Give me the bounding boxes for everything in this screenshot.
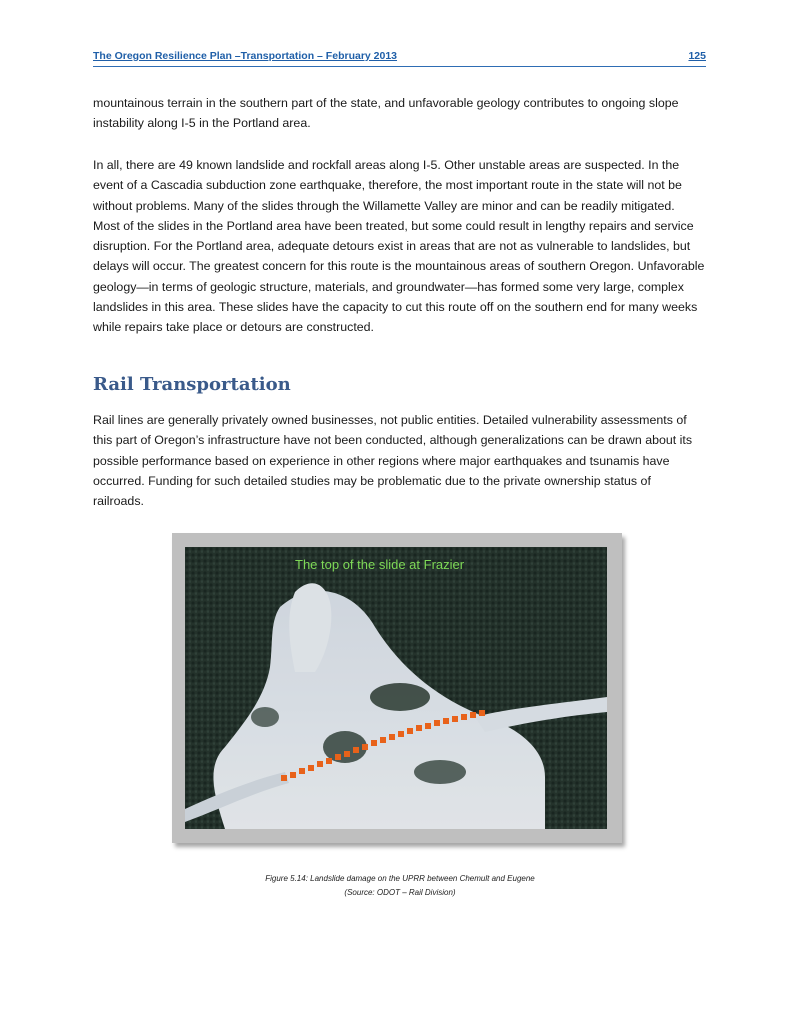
section-heading: Rail Transportation xyxy=(93,374,291,395)
landslide-photo xyxy=(185,547,607,829)
body-paragraph: mountainous terrain in the southern part of the state, and unfavorable geology contributes to ongoing slope instability along I-5 in the Portland area. xyxy=(93,96,679,131)
landslide-photo-illustration xyxy=(185,547,607,829)
photo-label: The top of the slide at Frazier xyxy=(295,557,465,572)
figure-caption: Figure 5.14: Landslide damage on the UPRR between Chemult and Eugene xyxy=(265,874,535,883)
header-title: The Oregon Resilience Plan –Transportation – February 2013 xyxy=(93,50,398,62)
figure-frame xyxy=(172,533,622,843)
figure-source: (Source: ODOT – Rail Division) xyxy=(344,888,456,897)
section-paragraph: Rail lines are generally privately owned businesses, not public entities. Detailed vulnerability assessments of this part of Oregon’s infrastructure have not been conducted, although generalizations can be drawn about its possible performance based on experience in other regions where major earthquakes and tsunamis have occurred. Funding for such detailed studies may be problematic due to the private ownership status of railroads. xyxy=(93,413,693,509)
page-header xyxy=(93,50,706,67)
page-number: 125 xyxy=(688,50,706,62)
body-paragraph: In all, there are 49 known landslide and rockfall areas along I-5. Other unstable areas are suspected. In the event of a Cascadia subduction zone earthquake, therefore, the most important route in the state will not be without problems. Many of the slides through the Willamette Valley are minor and can be readily mitigated. Most of the slides in the Portland area have been treated, but some could result in lengthy repairs and service disruption. For the Portland area, adequate detours exist in areas that are not as vulnerable to landslides, but delays will occur. The greatest concern for this route is the mountainous areas of southern Oregon. Unfavorable geology—in terms of geologic structure, materials, and groundwater—has formed some very large, complex landslides in this area. These slides have the capacity to cut this route off on the southern end for many weeks while repairs take place or detours are constructed. xyxy=(93,158,705,335)
